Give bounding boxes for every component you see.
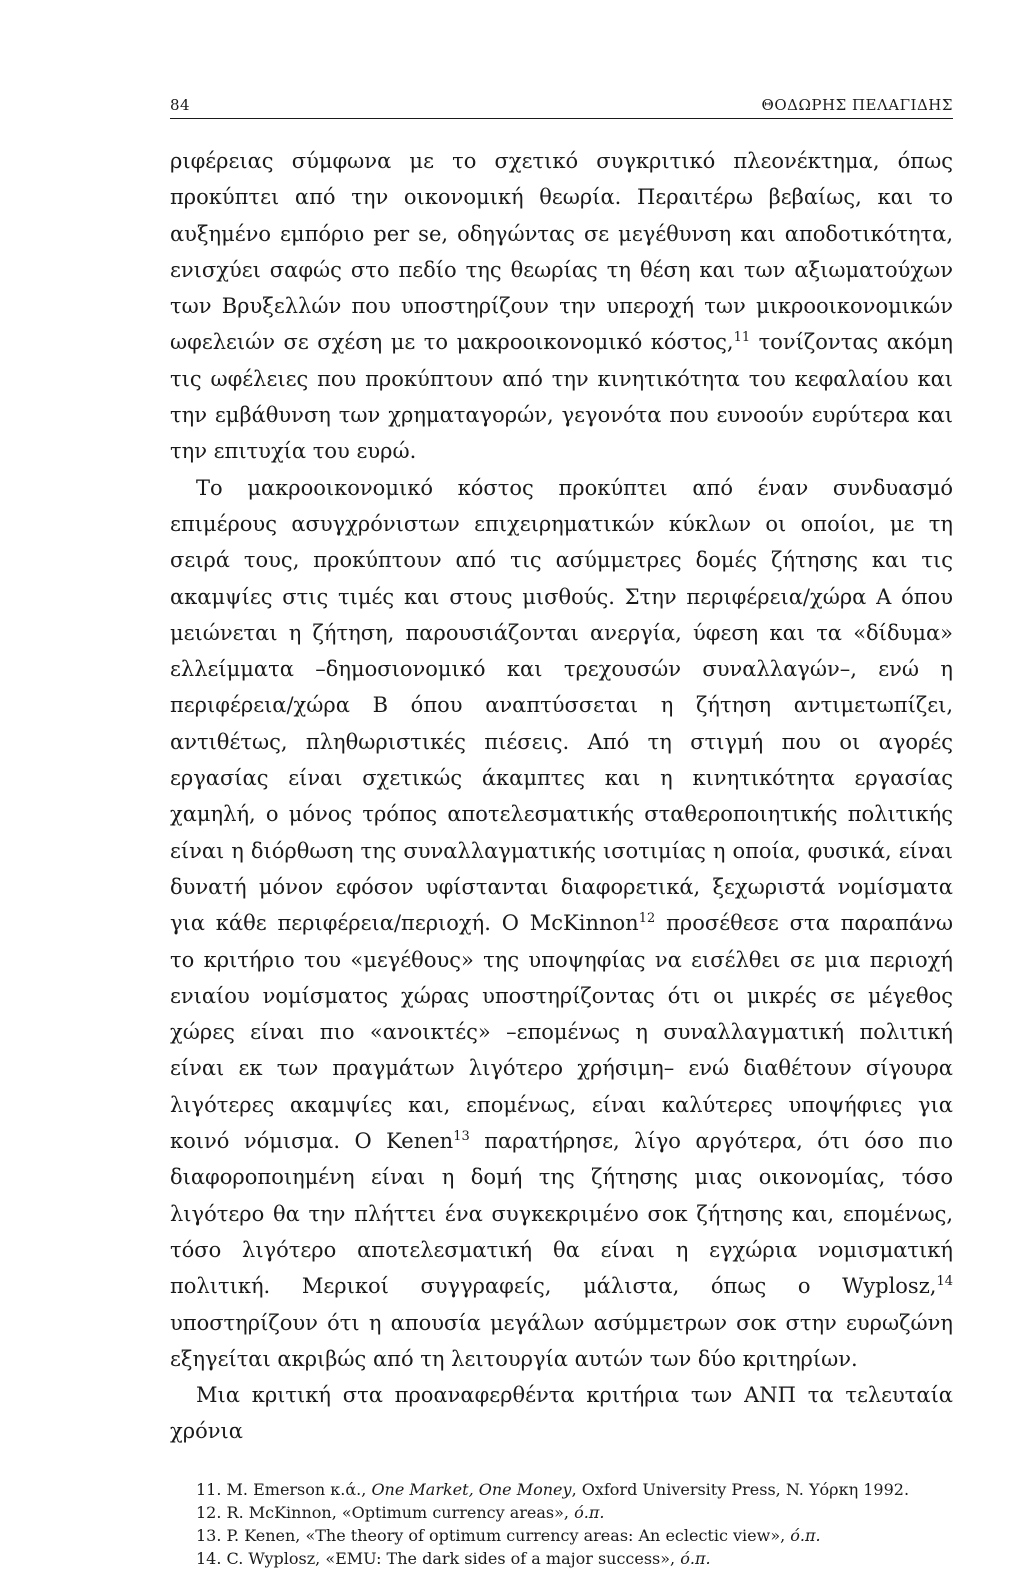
footnote-12-title: ό.π. bbox=[574, 1502, 605, 1522]
footnote-13-title: ό.π. bbox=[790, 1525, 821, 1545]
footnote-11-pre: 11. M. Emerson κ.ά., bbox=[196, 1479, 372, 1499]
footnote-ref-12[interactable]: 12 bbox=[638, 911, 656, 927]
running-head-author: ΘΟΔΩΡΗΣ ΠΕΛΑΓΙΔΗΣ bbox=[761, 96, 953, 114]
footnotes bbox=[170, 1478, 953, 1570]
paragraph-1-text-a: ριφέρειας σύμφωνα με το σχετικό συγκριτικό πλεονέκτημα, όπως προκύπτει από την οικονομική θεωρία. Περαιτέρω βεβαίως, και το αυξημένο εμπόριο per se, οδηγώντας σε μεγέθυνση και αποδοτικότητα, ενισχύει σαφώς στο πεδίο της θεωρίας τη θέση και των αξιωματούχων των Βρυξελλών που υποστηρίζουν την υπεροχή των μικροοικονομικών ωφελειών σε σχέση με το μακροοικονομικό κόστος, bbox=[170, 149, 953, 355]
footnote-14-title: ό.π. bbox=[680, 1548, 711, 1568]
paragraph-2 bbox=[170, 470, 953, 1377]
paragraph-1-text-b: τονίζοντας ακόμη τις ωφέλειες που προκύπτουν από την κινητικότητα του κεφαλαίου και την εμβάθυνση των χρηματαγορών, γεγονότα που ευνοούν ευρύτερα και την επιτυχία του ευρώ. bbox=[170, 330, 953, 464]
footnote-ref-11[interactable]: 11 bbox=[733, 330, 751, 346]
footnote-14 bbox=[170, 1547, 953, 1570]
body-text bbox=[170, 143, 953, 1450]
paragraph-2-text-d: υποστηρίζουν ότι η απουσία μεγάλων ασύμμετρων σοκ στην ευρωζώνη εξηγείται ακριβώς από τη λειτουργία αυτών των δύο κριτηρίων. bbox=[170, 1310, 953, 1371]
footnote-11-post: , Oxford University Press, N. Υόρκη 1992. bbox=[571, 1479, 910, 1499]
footnote-13-pre: 13. P. Kenen, «The theory of optimum currency areas: An eclectic view», bbox=[196, 1525, 791, 1545]
paragraph-2-text-b: προσέθεσε στα παραπάνω το κριτήριο του «μεγέθους» της υποψηφίας να εισέλθει σε μια περιοχή ενιαίου νομίσματος χώρας υποστηρίζοντας ότι οι μικρές σε μέγεθος χώρες είναι πιο «ανοικτές» –επομένως η συναλλαγματική πολιτική είναι εκ των πραγμάτων λιγότερο χρήσιμη– ενώ διαθέτουν σίγουρα λιγότερες ακαμψίες και, επομένως, είναι καλύτερες υποψήφιες για κοινό νόμισμα. Ο Kenen bbox=[170, 911, 953, 1154]
footnote-ref-14[interactable]: 14 bbox=[936, 1274, 953, 1290]
book-page bbox=[170, 92, 953, 1570]
footnote-11 bbox=[170, 1478, 953, 1501]
paragraph-2-text-c: παρατήρησε, λίγο αργότερα, ότι όσο πιο διαφοροποιημένη είναι η δομή της ζήτησης μιας οικονομίας, τόσο λιγότερο θα την πλήττει ένα συγκεκριμένο σοκ ζήτησης και, επομένως, τόσο λιγότερο αποτελεσματική θα είναι η εγχώρια νομισματική πολιτική. Μερικοί συγγραφείς, μάλιστα, όπως ο Wyplosz, bbox=[170, 1129, 953, 1299]
footnote-12-pre: 12. R. McKinnon, «Optimum currency areas», bbox=[196, 1502, 575, 1522]
footnote-13 bbox=[170, 1524, 953, 1547]
footnote-ref-13[interactable]: 13 bbox=[453, 1129, 470, 1145]
page-number: 84 bbox=[170, 96, 191, 114]
paragraph-1 bbox=[170, 143, 953, 470]
running-head bbox=[170, 92, 953, 119]
paragraph-2-text-a: Το μακροοικονομικό κόστος προκύπτει από έναν συνδυασμό επιμέρους ασυγχρόνιστων επιχειρηματικών κύκλων οι οποίοι, με τη σειρά τους, προκύπτουν από τις ασύμμετρες δομές ζήτησης και τις ακαμψίες στις τιμές και στους μισθούς. Στην περιφέρεια/χώρα Α όπου μειώνεται η ζήτηση, παρουσιάζονται ανεργία, ύφεση και τα «δίδυμα» ελλείμματα –δημοσιονομικό και τρεχουσών συναλλαγών–, ενώ η περιφέρεια/χώρα Β όπου αναπτύσσεται η ζήτηση αντιμετωπίζει, αντιθέτως, πληθωριστικές πιέσεις. Από τη στιγμή που οι αγορές εργασίας είναι σχετικώς άκαμπτες και η κινητικότητα εργασίας χαμηλή, ο μόνος τρόπος αποτελεσματικής σταθεροποιητικής πολιτικής είναι η διόρθωση της συναλλαγματικής ισοτιμίας η οποία, φυσικά, είναι δυνατή μόνον εφόσον υφίστανται διαφορετικά, ξεχωριστά νομίσματα για κάθε περιφέρεια/περιοχή. Ο McKinnon bbox=[170, 475, 953, 936]
paragraph-3: Μια κριτική στα προαναφερθέντα κριτήρια των ΑΝΠ τα τελευταία χρόνια bbox=[170, 1383, 953, 1444]
footnote-11-title: One Market, One Money bbox=[371, 1479, 572, 1499]
footnote-12 bbox=[170, 1501, 953, 1524]
footnote-14-pre: 14. C. Wyplosz, «EMU: The dark sides of a major success», bbox=[196, 1548, 681, 1568]
